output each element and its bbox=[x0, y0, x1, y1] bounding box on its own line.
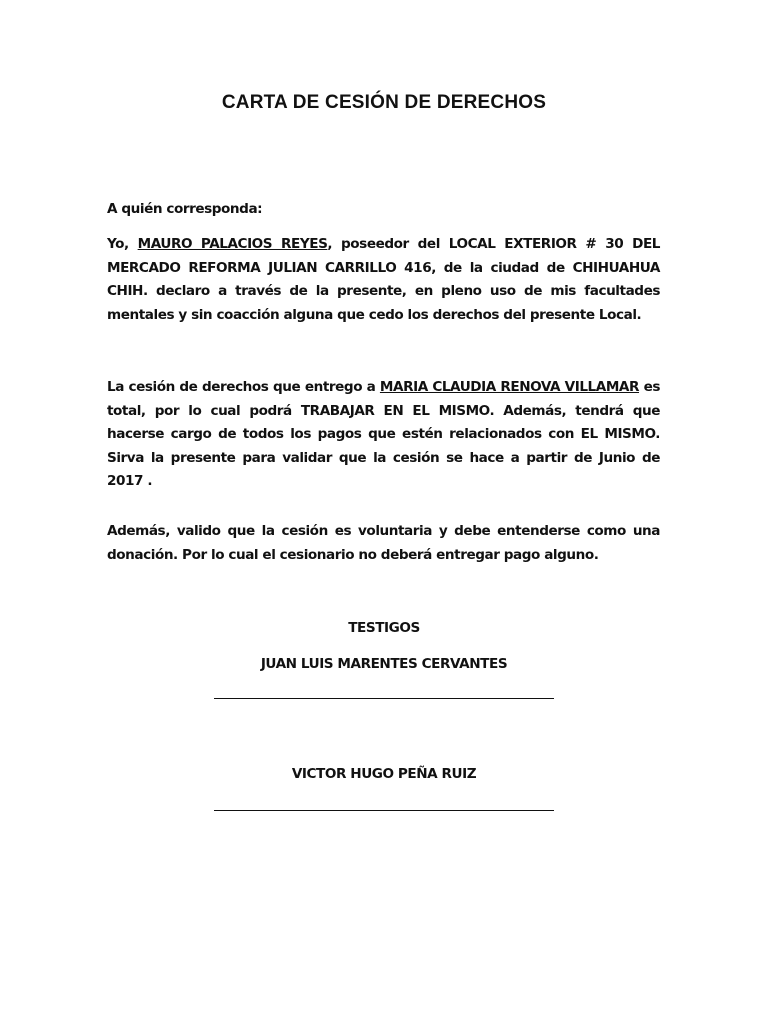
paragraph-assignor-prefix: Yo, bbox=[107, 236, 138, 252]
paragraph-donation: Además, valido que la cesión es voluntaria y debe entenderse como una donación. Por lo cual el cesionario no deberá entregar pago alguno. bbox=[107, 523, 660, 563]
paragraph-assignee-prefix: La cesión de derechos que entrego a bbox=[107, 379, 380, 395]
document-title: CARTA DE CESIÓN DE DERECHOS bbox=[221, 92, 547, 113]
assignor-name: MAURO PALACIOS REYES bbox=[137, 236, 328, 252]
paragraph-assignor bbox=[107, 233, 660, 327]
witness-1-signature-line bbox=[214, 698, 554, 699]
paragraph-assignee bbox=[107, 376, 660, 494]
witness-2-signature-line bbox=[214, 810, 554, 811]
assignee-name: MARIA CLAUDIA RENOVA VILLAMAR bbox=[379, 379, 640, 395]
paragraph-assignee-rest: es total, por lo cual podrá TRABAJAR EN EL MISMO. Además, tendrá que hacerse cargo de todos los pagos que estén relacionados con EL MISMO. Sirva la presente para validar que la cesión se hace a partir de Junio de 2017 . bbox=[107, 379, 660, 489]
paragraph-assignor-rest: , poseedor del LOCAL EXTERIOR # 30 DEL MERCADO REFORMA JULIAN CARRILLO 416, de la ciudad de CHIHUAHUA CHIH. declaro a través de la presente, en pleno uso de mis facultades mentales y sin coacción alguna que cedo los derechos del presente Local. bbox=[107, 236, 660, 323]
salutation: A quién corresponda: bbox=[107, 201, 263, 217]
witnesses-heading: TESTIGOS bbox=[348, 620, 420, 636]
witness-1-name: JUAN LUIS MARENTES CERVANTES bbox=[260, 656, 508, 672]
witness-2-name: VICTOR HUGO PEÑA RUIZ bbox=[291, 766, 477, 782]
